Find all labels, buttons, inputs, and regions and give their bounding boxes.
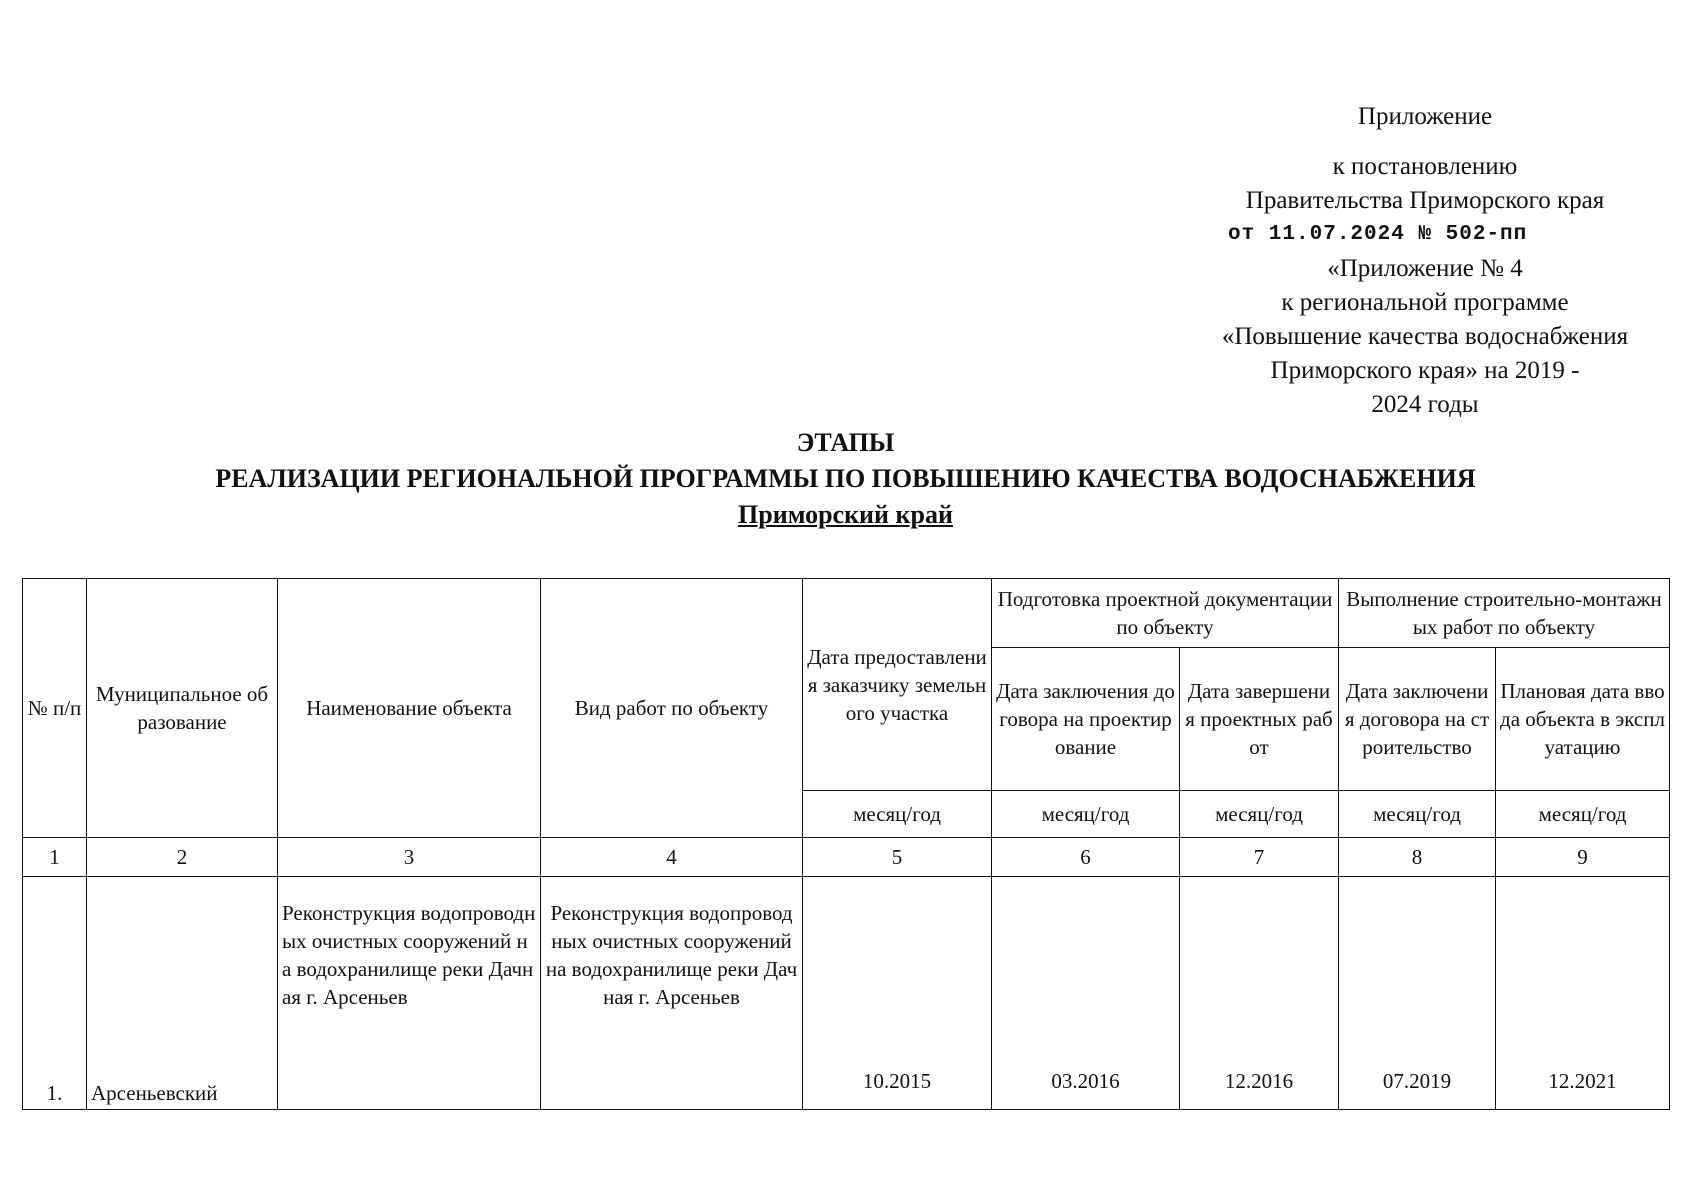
row-construction-contract: 07.2019 [1339, 877, 1496, 1110]
header-num: № п/п [23, 579, 87, 838]
unit-commission-date: месяц/год [1496, 791, 1670, 838]
header-commission-date: Плановая дата ввода объекта в эксплуатацию [1496, 648, 1670, 791]
column-number: 7 [1180, 838, 1339, 877]
appendix-program-name-1: «Повышение качества водоснабжения [1221, 323, 1629, 350]
unit-land-date: месяц/год [803, 791, 992, 838]
header-construction-contract: Дата заключения договора на строительство [1339, 648, 1496, 791]
appendix-title-block [1180, 100, 1670, 134]
unit-construction-contract: месяц/год [1339, 791, 1496, 838]
appendix-number-4: «Приложение № 4 [1327, 255, 1523, 282]
appendix-date-number: от 11.07.2024 № 502-пп [1228, 223, 1528, 246]
header-land-date: Дата предоставления заказчику земельного участка [803, 579, 992, 791]
row-land-date: 10.2015 [803, 877, 992, 1110]
header-design-contract: Дата заключения договора на проектирование [992, 648, 1180, 791]
header-work-type: Вид работ по объекту [541, 579, 803, 838]
appendix-program-name-3: 2024 годы [1371, 391, 1479, 418]
column-number: 2 [87, 838, 278, 877]
title-region: Приморский край [738, 500, 953, 529]
column-numbers-row [23, 838, 1670, 877]
header-municipality: Муниципальное образование [87, 579, 278, 838]
column-number: 3 [278, 838, 541, 877]
row-design-finish: 12.2016 [1180, 877, 1339, 1110]
title-line-2: РЕАЛИЗАЦИИ РЕГИОНАЛЬНОЙ ПРОГРАММЫ ПО ПОВЫШЕНИЮ КАЧЕСТВА ВОДОСНАБЖЕНИЯ [215, 464, 1476, 493]
row-work-type: Реконструкция водопроводных очистных сооружений на водохранилище реки Дачная г. Арсеньев [541, 877, 803, 1110]
title-line-1: ЭТАПЫ [796, 428, 895, 457]
unit-design-finish: месяц/год [1180, 791, 1339, 838]
header-construction-group: Выполнение строительно-монтажных работ по объекту [1339, 579, 1670, 648]
column-number: 5 [803, 838, 992, 877]
header-design-finish: Дата завершения проектных работ [1180, 648, 1339, 791]
column-number: 4 [541, 838, 803, 877]
header-object-name: Наименование объекта [278, 579, 541, 838]
column-number: 9 [1496, 838, 1670, 877]
column-number: 8 [1339, 838, 1496, 877]
unit-design-contract: месяц/год [992, 791, 1180, 838]
row-object-name: Реконструкция водопроводных очистных сооружений на водохранилище реки Дачная г. Арсеньев [278, 877, 541, 1110]
row-design-contract: 03.2016 [992, 877, 1180, 1110]
appendix-title: Приложение [1357, 103, 1493, 130]
appendix-program-name-2: Приморского края» на 2019 - [1270, 357, 1580, 384]
table-row [23, 877, 1670, 1110]
row-num: 1. [23, 877, 87, 1110]
row-municipality: Арсеньевский [87, 877, 278, 1110]
stages-table [22, 578, 1670, 1110]
column-number: 6 [992, 838, 1180, 877]
header-row-groups [23, 579, 1670, 648]
document-title [0, 425, 1691, 533]
row-commission-date: 12.2021 [1496, 877, 1670, 1110]
appendix-government: Правительства Приморского края [1245, 187, 1605, 214]
appendix-reference-block [1180, 150, 1670, 422]
appendix-to-program: к региональной программе [1281, 289, 1569, 316]
header-design-group: Подготовка проектной документации по объекту [992, 579, 1339, 648]
appendix-to-resolution: к постановлению [1332, 153, 1518, 180]
column-number: 1 [23, 838, 87, 877]
